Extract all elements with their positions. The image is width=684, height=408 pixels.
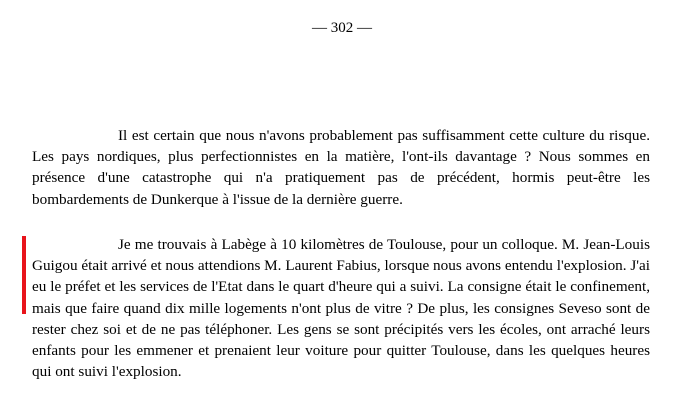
page-number: — 302 —: [312, 20, 372, 36]
revision-bar: [22, 236, 26, 314]
paragraph-text: Il est certain que nous n'avons probablement pas suffisamment cette culture du risque. Les pays nordiques, plus perfectionnistes en la matière, l'ont-ils davantage ? Nous sommes en présence d'une catastrophe qui n'a pratiquement pas de précédent, hormis peut-être les bombardements de Dunkerque à l'issue de la dernière guerre.: [32, 127, 650, 208]
paragraph-toulouse-explosion: [32, 234, 650, 382]
paragraph-culture-of-risk: [32, 125, 650, 210]
paragraph-text: Je me trouvais à Labège à 10 kilomètres de Toulouse, pour un colloque. M. Jean-Louis Guigou était arrivé et nous attendions M. Laurent Fabius, lorsque nous avons entendu l'explosion. J'ai eu le préfet et les services de l'Etat dans le quart d'heure qui a suivi. La consigne était le confinement, mais que faire quand dix mille logements n'ont plus de vitre ? De plus, les consignes Seveso sont de rester chez soi et de ne pas téléphoner. Les gens se sont précipités vers les écoles, ont arraché leurs enfants pour les emmener et prenaient leur voiture pour quitter Toulouse, dans les quelques heures qui ont suivi l'explosion.: [32, 236, 650, 381]
